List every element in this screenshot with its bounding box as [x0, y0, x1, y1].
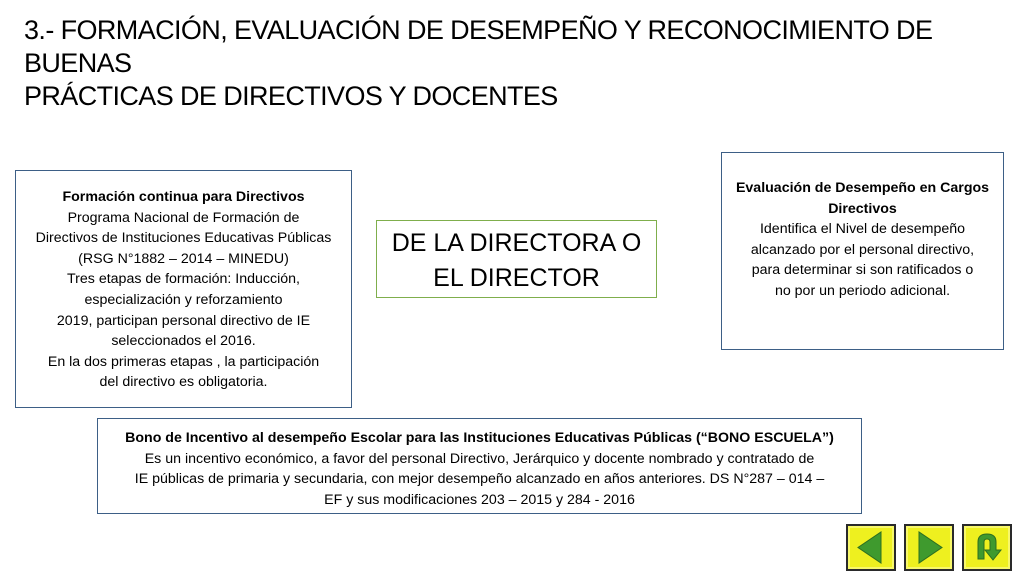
evaluation-line: Identifica el Nivel de desempeño [759, 221, 966, 238]
evaluation-line: alcanzado por el personal directivo, [750, 241, 975, 258]
previous-slide-button[interactable] [846, 524, 896, 571]
next-slide-button[interactable] [904, 524, 954, 571]
director-central-box [376, 220, 657, 298]
u-turn-arrow-icon [964, 526, 1010, 569]
training-line: seleccionados el 2016. [111, 333, 256, 350]
director-central-line-1: DE LA DIRECTORA O [391, 229, 642, 257]
training-line: 2019, participan personal directivo de IE [56, 312, 311, 329]
triangle-left-icon [848, 526, 894, 569]
training-line: Programa Nacional de Formación de [67, 209, 300, 226]
bonus-line: IE públicas de primaria y secundaria, con mejor desempeño alcanzado en años anteriores. DS N°287 – 014 – [134, 471, 825, 488]
evaluation-line: no por un periodo adicional. [774, 282, 951, 299]
bonus-line: EF y sus modificaciones 203 – 2015 y 284 - 2016 [324, 491, 635, 508]
training-line: del directivo es obligatoria. [99, 374, 268, 391]
school-bonus-heading: Bono de Incentivo al desempeño Escolar para las Instituciones Educativas Públicas (“BONO ESCUELA”) [125, 430, 834, 446]
slide-title [24, 14, 1014, 113]
director-central-line-2: EL DIRECTOR [433, 264, 600, 292]
bonus-line: Es un incentivo económico, a favor del personal Directivo, Jerárquico y docente nombrado y contratado de [144, 450, 815, 467]
slide-title-line-1: 3.- FORMACIÓN, EVALUACIÓN DE DESEMPEÑO Y RECONOCIMIENTO DE BUENAS [24, 15, 933, 78]
training-line: (RSG N°1882 – 2014 – MINEDU) [78, 250, 289, 267]
school-bonus-box [97, 418, 862, 514]
training-line: En la dos primeras etapas , la participación [47, 353, 320, 370]
training-directors-heading: Formación continua para Directivos [62, 189, 305, 205]
training-line: Directivos de Instituciones Educativas Públicas [35, 230, 332, 247]
evaluation-line: para determinar si son ratificados o [751, 262, 974, 279]
performance-evaluation-heading-1: Evaluación de Desempeño en Cargos [735, 180, 990, 196]
slide-title-line-2: PRÁCTICAS DE DIRECTIVOS Y DOCENTES [24, 81, 558, 111]
triangle-right-icon [906, 526, 952, 569]
training-line: Tres etapas de formación: Inducción, [67, 271, 300, 288]
training-line: especialización y reforzamiento [84, 291, 283, 308]
performance-evaluation-box [721, 152, 1004, 350]
training-directors-box [15, 170, 352, 408]
performance-evaluation-heading-2: Directivos [828, 200, 897, 217]
return-button[interactable] [962, 524, 1012, 571]
